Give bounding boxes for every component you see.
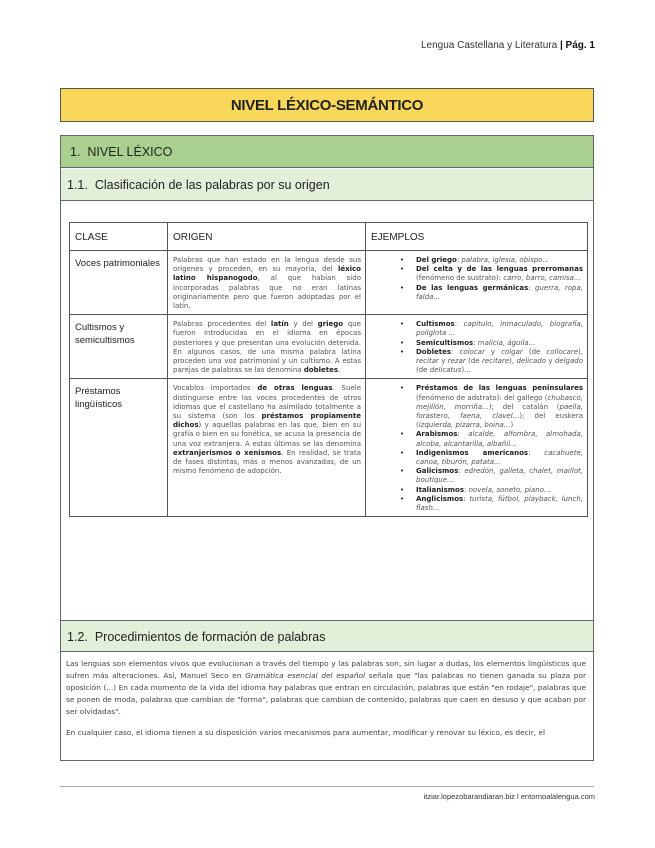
- column-header-ejemplos: EJEMPLOS: [366, 223, 588, 251]
- text-run: (fenómeno de adstrato): del gallego (: [416, 393, 548, 402]
- section-title: NIVEL LÉXICO: [87, 145, 173, 159]
- body-text: [66, 658, 586, 748]
- subject-label: Lengua Castellana y Literatura: [420, 40, 558, 51]
- text-run: :: [457, 430, 469, 439]
- text-run: malicia, águila...: [477, 338, 536, 347]
- text-run: dobletes: [303, 366, 339, 375]
- text-run: extranjerismos o xenismos: [173, 448, 282, 457]
- text-run: Gramática esencial del español: [245, 671, 366, 680]
- paragraph: [66, 658, 586, 718]
- text-run: paella, forastero, faena, clavel...: [416, 402, 583, 421]
- list-item: [373, 265, 583, 283]
- footer-divider: [60, 786, 594, 787]
- list-item: [373, 256, 583, 265]
- text-run: :: [528, 448, 545, 457]
- text-run: Galicismos: [416, 467, 459, 476]
- text-run: ); del catalán (: [488, 402, 560, 411]
- footer-credits: itziar.lopezobarandiaran.biz l entornoalalengua.com: [423, 792, 595, 801]
- cell-clase: Voces patrimoniales: [70, 251, 168, 315]
- text-run: . Suele distinguirse entre las voces procedentes de otros idiomas que el castellano ha asimilado totalmente a su sistema (son los: [173, 384, 361, 421]
- text-run: Del griego: [416, 256, 457, 264]
- text-run: :: [463, 494, 470, 503]
- subsection-title: Clasificación de las palabras por su origen: [94, 178, 330, 192]
- text-run: Las lenguas son elementos vivos que evolucionan a través del tiempo y las palabras son, sin lugar a dudas, los elementos lingüísticos que sufren más alteraciones. Así, Manuel Seco en: [66, 659, 586, 680]
- list-item: [373, 495, 583, 513]
- text-run: colgar: [501, 347, 523, 356]
- text-run: novela, soneto, piano...: [468, 485, 551, 494]
- text-run: Italianismos: [416, 485, 465, 494]
- text-run: latín: [270, 320, 289, 329]
- text-run: recitar: [416, 357, 439, 366]
- text-run: y: [438, 357, 448, 366]
- text-run: (de: [465, 357, 482, 366]
- text-run: Palabras procedentes del: [173, 320, 271, 329]
- text-run: capitulo, inmaculado, biografía, políglota ...: [416, 320, 584, 338]
- column-header-clase: CLASE: [70, 223, 168, 251]
- text-run: (de: [522, 347, 547, 356]
- text-run: ),: [578, 347, 583, 356]
- text-run: :: [451, 347, 460, 356]
- text-run: delicatus: [429, 366, 462, 375]
- column-header-origen: ORIGEN: [168, 223, 366, 251]
- text-run: ); del euskera (: [416, 412, 583, 430]
- text-run: carro, barro, camisa...: [503, 274, 581, 283]
- text-run: alcalde, alfombra, almohada, alcoba, alcantarilla, albañil...: [416, 430, 583, 448]
- text-run: ) y aquellas palabras en las que, bien en su grafía o bien en su fonética, se acusa la presencia de una voz extranjera. A estas últimas se las denomina: [173, 421, 361, 448]
- list-item: [373, 467, 583, 485]
- list-item: [373, 320, 583, 338]
- text-run: delicado: [516, 357, 546, 366]
- examples-list: [371, 384, 583, 513]
- text-run: Vocablos importados: [173, 384, 258, 393]
- text-run: que fueron introducidas en el idioma en épocas posteriores y que presentan una evolución detenida. En algunos casos, de una misma palabra latina proceden una voz patrimonial y un cultismo. A estas parejas de palabras se las denomina: [173, 320, 361, 375]
- cell-origen: [168, 315, 366, 379]
- cell-clase: Préstamos lingüísticos: [70, 379, 168, 517]
- examples-list: [371, 320, 583, 375]
- text-run: :: [454, 320, 464, 329]
- text-run: Cultismos: [416, 320, 455, 329]
- table-row: [70, 251, 588, 315]
- text-run: Préstamos de las lenguas peninsulares: [416, 384, 583, 393]
- text-run: Anglicismos: [416, 494, 464, 503]
- cell-clase: Cultismos y semicultismos: [70, 315, 168, 379]
- text-run: griego: [317, 320, 344, 329]
- page-header: [421, 40, 595, 51]
- text-run: cacahuete, canoa, tiburón, patata...: [416, 448, 583, 467]
- text-run: De las lenguas germánicas: [416, 283, 529, 292]
- cell-origen: [168, 251, 366, 315]
- subsection-title: Procedimientos de formación de palabras: [94, 630, 326, 644]
- text-run: ): [510, 421, 514, 430]
- text-run: Del celta y de las lenguas prerromanas: [416, 265, 583, 274]
- text-run: Palabras que han estado en la lengua desde sus orígenes y proceden, en su mayoría, del: [173, 256, 361, 274]
- table-row: [70, 315, 588, 379]
- text-run: :: [464, 485, 469, 494]
- subsection-number: 1.2.: [67, 630, 88, 644]
- subsection-heading-procedimientos: [61, 620, 593, 652]
- text-run: (fenómeno de sustrato):: [416, 274, 504, 283]
- text-run: Semicultismos: [416, 338, 474, 347]
- list-item: [373, 486, 583, 495]
- text-run: )...: [461, 366, 471, 375]
- list-item: [373, 430, 583, 448]
- text-run: (de: [416, 366, 430, 375]
- main-title: NIVEL LÉXICO-SEMÁNTICO: [60, 88, 594, 122]
- subsection-number: 1.1.: [67, 178, 88, 192]
- text-run: :: [458, 467, 465, 476]
- cell-ejemplos: [366, 251, 588, 315]
- text-run: de otras lenguas: [257, 384, 333, 393]
- text-run: colocar: [459, 347, 485, 356]
- list-item: [373, 339, 583, 348]
- cell-ejemplos: [366, 315, 588, 379]
- section-number: 1.: [70, 145, 81, 159]
- list-item: [373, 348, 583, 376]
- text-run: chubasco, mejillón, morriña...: [416, 393, 583, 411]
- text-run: collocare: [546, 347, 579, 356]
- content-frame: [60, 135, 594, 761]
- text-run: . En realidad, se trata de fases distintas, más o menos avanzadas, de un mismo fenómeno de adopción.: [173, 448, 362, 476]
- text-run: :: [528, 283, 536, 292]
- text-run: :: [456, 256, 462, 264]
- text-run: :: [473, 338, 478, 347]
- text-run: edredón, galleta, chalet, maillot, boutique...: [416, 467, 583, 485]
- text-run: señala que "las palabras no tienen ganada su plaza por oposición (...) En cada momento de la vida del idioma hay palabras que entran en circulación, palabras que están "en rodaje", palabras que se ponen de moda, palabras que cambian de "forma", palabras que cambian de contenido, palabras que caen en desuso y que acaban por ser olvidadas".: [66, 671, 586, 716]
- text-run: turista, fútbol, playback, lunch, flash...: [416, 494, 583, 513]
- text-run: y del: [288, 320, 318, 329]
- text-run: Indigenismos americanos: [416, 448, 529, 457]
- text-run: En cualquier caso, el idioma tienen a su disposición varios mecanismos para aumentar, modificar y renovar su léxico, es decir, el: [66, 728, 546, 737]
- list-item: [373, 384, 583, 430]
- list-item: [373, 284, 583, 302]
- list-item: [373, 449, 583, 467]
- text-run: palabra, iglesia, obispo...: [461, 256, 550, 264]
- cell-origen: [168, 379, 366, 517]
- text-run: léxico latino hispanogodo: [173, 265, 361, 283]
- origin-classification-table: [69, 222, 588, 517]
- table-row: [70, 379, 588, 517]
- text-run: y: [484, 347, 502, 356]
- text-run: Dobletes: [416, 347, 452, 356]
- text-run: izquierda, pizarra, boina...: [418, 421, 511, 430]
- paragraph: [66, 727, 586, 739]
- subsection-heading-clasificacion: [61, 169, 593, 201]
- page-number: Pág. 1: [565, 40, 595, 51]
- cell-ejemplos: [366, 379, 588, 517]
- table-header-row: [70, 223, 588, 251]
- text-run: y: [546, 357, 555, 366]
- examples-list: [371, 256, 583, 302]
- text-run: guerra, ropa, falda...: [416, 283, 584, 301]
- section-heading-nivel-lexico: [61, 136, 593, 168]
- text-run: delgado: [554, 357, 584, 366]
- text-run: .: [338, 366, 341, 375]
- text-run: préstamos propiamente dichos: [173, 412, 361, 430]
- text-run: recitare: [481, 357, 510, 366]
- text-run: Arabismos: [416, 430, 458, 439]
- header-separator: |: [559, 40, 563, 51]
- text-run: rezar: [447, 357, 466, 366]
- text-run: ),: [509, 357, 517, 366]
- text-run: , al que habían sido incorporadas palabras que no eran latinas originariamente pero que fueron adoptadas por el latín.: [173, 274, 361, 311]
